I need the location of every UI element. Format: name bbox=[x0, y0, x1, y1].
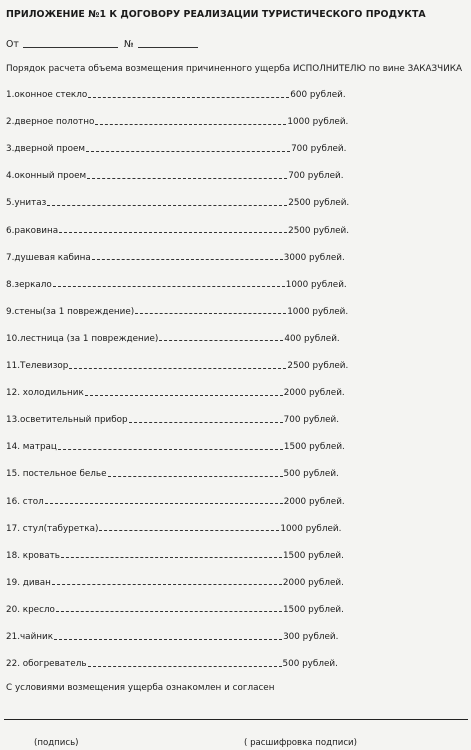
item-label: 11.Телевизор bbox=[6, 361, 69, 371]
item-price: 700 рублей. bbox=[288, 171, 344, 182]
item-label: 4.оконный проем bbox=[6, 171, 87, 182]
item-price: 500 рублей. bbox=[282, 659, 338, 670]
price-item-row bbox=[6, 115, 348, 129]
price-item-row bbox=[6, 332, 340, 346]
signature-label: (подпись) bbox=[34, 738, 79, 748]
item-price: 2000 рублей. bbox=[282, 577, 344, 588]
item-label: 22. обогреватель bbox=[6, 659, 87, 670]
dotted-leader bbox=[159, 340, 283, 341]
item-label: 21.чайник bbox=[6, 632, 54, 642]
number-label: № bbox=[123, 39, 134, 50]
item-price: 2000 рублей. bbox=[283, 496, 345, 507]
item-label: 10.лестница (за 1 повреждение) bbox=[6, 333, 159, 344]
document-meta-line bbox=[6, 38, 198, 50]
from-label: От bbox=[6, 39, 19, 50]
price-item-row bbox=[6, 169, 344, 183]
price-item-row bbox=[6, 196, 349, 210]
item-label: 13.осветительный прибор bbox=[6, 415, 128, 426]
price-item-row bbox=[6, 630, 338, 644]
item-label: 3.дверной проем bbox=[6, 144, 86, 155]
intro-text: Порядок расчета объема возмещения причиненного ущерба ИСПОЛНИТЕЛЮ по вине ЗАКАЗЧИКА bbox=[6, 64, 463, 74]
dotted-leader bbox=[88, 97, 289, 98]
item-label: 17. стул(табуретка) bbox=[6, 523, 99, 534]
item-price: 1500 рублей. bbox=[282, 604, 344, 615]
dotted-leader bbox=[47, 205, 287, 206]
dotted-leader bbox=[88, 666, 282, 667]
item-price: 500 рублей. bbox=[283, 469, 339, 480]
item-label: 20. кресло bbox=[6, 604, 55, 615]
price-item-row bbox=[6, 576, 344, 590]
dotted-leader bbox=[86, 151, 290, 152]
dotted-leader bbox=[61, 557, 282, 558]
dotted-leader bbox=[95, 124, 286, 125]
dotted-leader bbox=[45, 503, 283, 504]
price-item-row bbox=[6, 467, 339, 481]
item-price: 300 рублей. bbox=[283, 632, 339, 642]
item-price: 600 рублей. bbox=[290, 90, 346, 100]
item-price: 700 рублей. bbox=[291, 144, 347, 155]
item-label: 19. диван bbox=[6, 577, 51, 588]
agreement-text: С условиями возмещения ущерба ознакомлен и согласен bbox=[6, 683, 275, 693]
price-item-row bbox=[6, 603, 344, 617]
item-label: 15. постельное белье bbox=[6, 469, 107, 480]
price-item-row bbox=[6, 305, 348, 319]
item-price: 1000 рублей. bbox=[280, 523, 342, 534]
price-item-row bbox=[6, 522, 341, 536]
dotted-leader bbox=[135, 313, 286, 314]
price-item-row bbox=[6, 359, 348, 373]
item-price: 1500 рублей. bbox=[283, 442, 345, 453]
item-label: 16. стол bbox=[6, 496, 44, 507]
item-price: 1500 рублей. bbox=[282, 550, 344, 561]
item-label: 6.раковина bbox=[6, 225, 59, 236]
from-blank bbox=[23, 38, 118, 48]
price-item-row bbox=[6, 440, 345, 454]
dotted-leader bbox=[54, 639, 282, 640]
item-price: 3000 рублей. bbox=[283, 252, 345, 263]
dotted-leader bbox=[99, 530, 279, 531]
price-item-row bbox=[6, 142, 346, 156]
dotted-leader bbox=[69, 368, 286, 369]
dotted-leader bbox=[87, 178, 287, 179]
signature-decoding-label: ( расшифровка подписи) bbox=[244, 738, 357, 748]
price-item-row bbox=[6, 495, 345, 509]
item-label: 2.дверное полотно bbox=[6, 117, 95, 128]
price-item-row bbox=[6, 657, 338, 671]
price-item-row bbox=[6, 549, 344, 563]
item-price: 1000 рублей. bbox=[285, 279, 347, 290]
number-blank bbox=[138, 38, 198, 48]
price-item-row bbox=[6, 278, 347, 292]
item-price: 400 рублей. bbox=[284, 333, 340, 344]
item-label: 7.душевая кабина bbox=[6, 252, 91, 263]
item-price: 700 рублей. bbox=[283, 415, 340, 426]
dotted-leader bbox=[56, 611, 282, 612]
price-item-row bbox=[6, 224, 349, 238]
price-item-row bbox=[6, 413, 339, 427]
item-label: 5.унитаз bbox=[6, 198, 47, 209]
item-price: 2500 рублей. bbox=[288, 225, 350, 236]
item-label: 9.стены(за 1 повреждение) bbox=[6, 306, 135, 317]
dotted-leader bbox=[92, 259, 283, 260]
item-label: 12. холодильник bbox=[6, 388, 84, 399]
item-label: 1.оконное стекло bbox=[6, 90, 88, 100]
item-price: 2500 рублей. bbox=[288, 198, 350, 209]
price-item-row bbox=[6, 386, 345, 400]
dotted-leader bbox=[129, 422, 283, 423]
price-item-row bbox=[6, 251, 345, 265]
item-label: 8.зеркало bbox=[6, 279, 52, 290]
dotted-leader bbox=[85, 395, 283, 396]
item-price: 1000 рублей. bbox=[287, 117, 349, 128]
dotted-leader bbox=[58, 449, 283, 450]
dotted-leader bbox=[53, 286, 285, 287]
dotted-leader bbox=[108, 476, 283, 477]
item-label: 14. матрац bbox=[6, 442, 57, 453]
item-price: 1000 рублей. bbox=[287, 306, 349, 317]
dotted-leader bbox=[59, 232, 287, 233]
item-label: 18. кровать bbox=[6, 550, 60, 561]
document-title: ПРИЛОЖЕНИЕ №1 К ДОГОВОРУ РЕАЛИЗАЦИИ ТУРИСТИЧЕСКОГО ПРОДУКТА bbox=[6, 9, 426, 20]
price-item-row bbox=[6, 88, 346, 102]
item-price: 2500 рублей. bbox=[287, 361, 349, 371]
dotted-leader bbox=[52, 584, 282, 585]
item-price: 2000 рублей. bbox=[283, 388, 345, 399]
signature-line bbox=[4, 719, 468, 720]
